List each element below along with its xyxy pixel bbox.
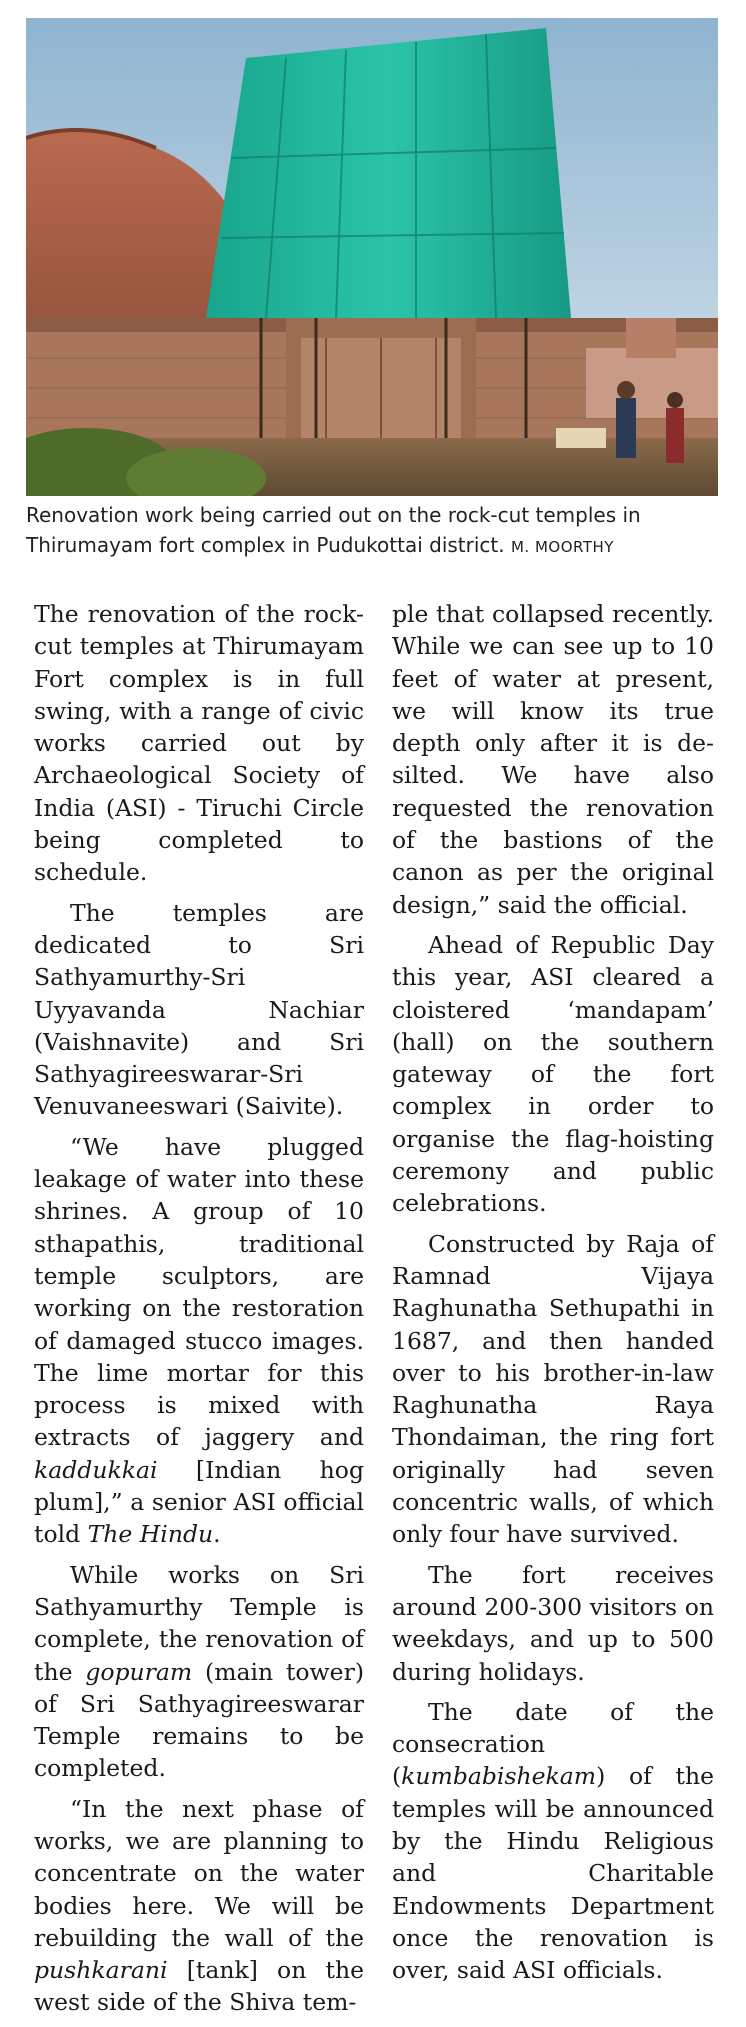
text-run: [Indian hog plum],” a senior ASI official told [34,1455,364,1549]
paragraph [34,1131,364,1551]
article-photo [26,18,718,496]
paragraph: The temples are dedicated to Sri Sathyamurthy-Sri Uyyavanda Nachiar (Vaishnavite) and Sri Sathyagireeswarar-Sri Venuvaneeswari (Saivite). [34,898,364,1121]
text-run: (main tower) of Sri Sathyagireeswarar Temple remains to be completed. [34,1657,364,1783]
italic-term: gopuram [85,1657,193,1686]
text-run: “We have plugged leakage of water into these shrines. A group of 10 sthapathis, traditional temple sculptors, are working on the restoration of damaged stucco images. The lime mortar for this process is mixed with extracts of jaggery and [34,1132,364,1452]
paragraph [34,1793,364,2019]
publication-name: The Hindu [87,1520,214,1549]
article-column-right [392,598,714,1994]
italic-term: pushkarani [34,1956,168,1985]
caption-text: Renovation work being carried out on the rock-cut temples in Thirumayam fort complex in Pudukottai district. [26,503,641,557]
text-run: ) of the temples will be announced by the Hindu Religious and Charitable Endowments Department once the renovation is over, said ASI officials. [392,1762,714,1985]
article-column-left [34,598,364,2027]
photo-credit: M. MOORTHY [510,538,614,556]
italic-term: kaddukkai [34,1455,158,1484]
text-run: [tank] on the west side of the Shiva tem- [34,1956,364,2017]
paragraph [34,1559,364,1785]
text-run: . [213,1520,221,1549]
italic-term: kumbabishekam [401,1762,597,1791]
paragraph: Constructed by Raja of Ramnad Vijaya Raghunatha Sethupathi in 1687, and then handed over to his brother-in-law Raghunatha Raya Thondaiman, the ring fort originally had seven concentric walls, of which only four have survived. [392,1229,714,1549]
photo-caption [26,500,726,562]
text-run: While works on Sri Sathyamurthy Temple is complete, the renovation of the [34,1560,364,1686]
paragraph: Ahead of Republic Day this year, ASI cleared a cloistered ‘mandapam’ (hall) on the southern gateway of the fort complex in order to organise the flag-hoisting ceremony and public celebrations. [392,930,714,1218]
paragraph: The renovation of the rock-cut temples at Thirumayam Fort complex is in full swing, with a range of civic works carried out by Archaeological Society of India (ASI) - Tiruchi Circle being completed to schedule. [34,600,364,887]
text-run: “In the next phase of works, we are planning to concentrate on the water bodies here. We will be rebuilding the wall of the [34,1794,364,1952]
paragraph [392,1696,714,1987]
temple-renovation-photo [26,18,718,496]
text-run: The date of the consecration ( [392,1697,714,1791]
paragraph: ple that collapsed recently. While we can see up to 10 feet of water at present, we will know its true depth only after it is de-silted. We have also requested the renovation of the bastions of the canon as per the original design,” said the official. [392,600,714,919]
paragraph: The fort receives around 200-300 visitors on weekdays, and up to 500 during holidays. [392,1560,714,1686]
